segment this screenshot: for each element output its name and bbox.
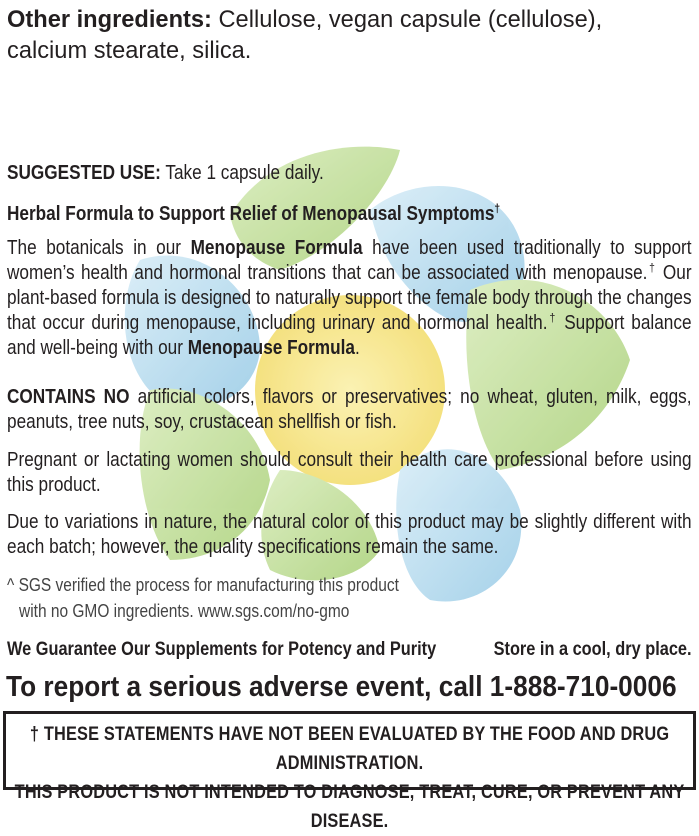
botanicals-text-2: have been used traditionally to support women’s health and hormonal transitions that can be associated with menopause. <box>7 237 692 284</box>
fda-disclaimer-text <box>6 720 693 836</box>
dagger-mark: † <box>494 201 501 216</box>
disclaimer-line-1: † THESE STATEMENTS HAVE NOT BEEN EVALUATED BY THE FOOD AND DRUG ADMINISTRATION. <box>29 724 670 774</box>
product-name: Menopause Formula <box>190 237 363 259</box>
botanicals-text-5: . <box>354 337 360 359</box>
dagger-mark: † <box>647 260 657 275</box>
adverse-event-phone: To report a serious adverse event, call 1-888-710-0006 <box>6 671 677 703</box>
suggested-use <box>7 161 692 186</box>
botanicals-text-3: Our plant-based formula is designed to naturally support the female body through the changes that occur during menopause, including urinary and hormonal health. <box>7 262 692 334</box>
contains-no-text: artificial colors, flavors or preservatives; no wheat, gluten, milk, eggs, peanuts, tree nuts, soy, crustacean shellfish or fish. <box>7 386 692 433</box>
contains-no-statement <box>7 385 692 435</box>
contains-no-label: CONTAINS NO <box>7 386 130 408</box>
guarantee-text: We Guarantee Our Supplements for Potency and Purity <box>7 639 437 660</box>
botanicals-text-1: The botanicals in our <box>7 237 191 259</box>
storage-text: Store in a cool, dry place. <box>493 639 692 660</box>
guarantee-row <box>7 638 692 662</box>
color-variation-note: Due to variations in nature, the natural color of this product may be slightly different with each batch; however, the quality specifications remain the same. <box>7 511 692 558</box>
fda-disclaimer-box <box>3 711 696 832</box>
formula-heading-text: Herbal Formula to Support Relief of Menopausal Symptoms <box>7 203 495 225</box>
sgs-verification-note <box>7 572 489 624</box>
product-name: Menopause Formula <box>187 337 355 359</box>
dagger-mark: † <box>547 310 558 325</box>
other-ingredients-label: Other ingredients: <box>7 6 212 33</box>
sgs-line-1: ^ SGS verified the process for manufacturing this product <box>7 575 399 595</box>
other-ingredients-text: Cellulose, vegan capsule (cellulose), calcium stearate, silica. <box>7 6 603 64</box>
other-ingredients <box>7 4 685 66</box>
pregnancy-warning: Pregnant or lactating women should consult their health care professional before using this product. <box>7 449 692 496</box>
botanicals-text-4: Support balance and well-being with our <box>7 312 692 359</box>
botanicals-paragraph <box>7 236 692 361</box>
suggested-use-text: Take 1 capsule daily. <box>160 162 324 184</box>
sgs-line-2: with no GMO ingredients. www.sgs.com/no-gmo <box>19 601 350 621</box>
formula-heading <box>7 202 692 227</box>
suggested-use-label: SUGGESTED USE: <box>7 162 161 184</box>
disclaimer-line-2: THIS PRODUCT IS NOT INTENDED TO DIAGNOSE, TREAT, CURE, OR PREVENT ANY DISEASE. <box>14 782 685 832</box>
